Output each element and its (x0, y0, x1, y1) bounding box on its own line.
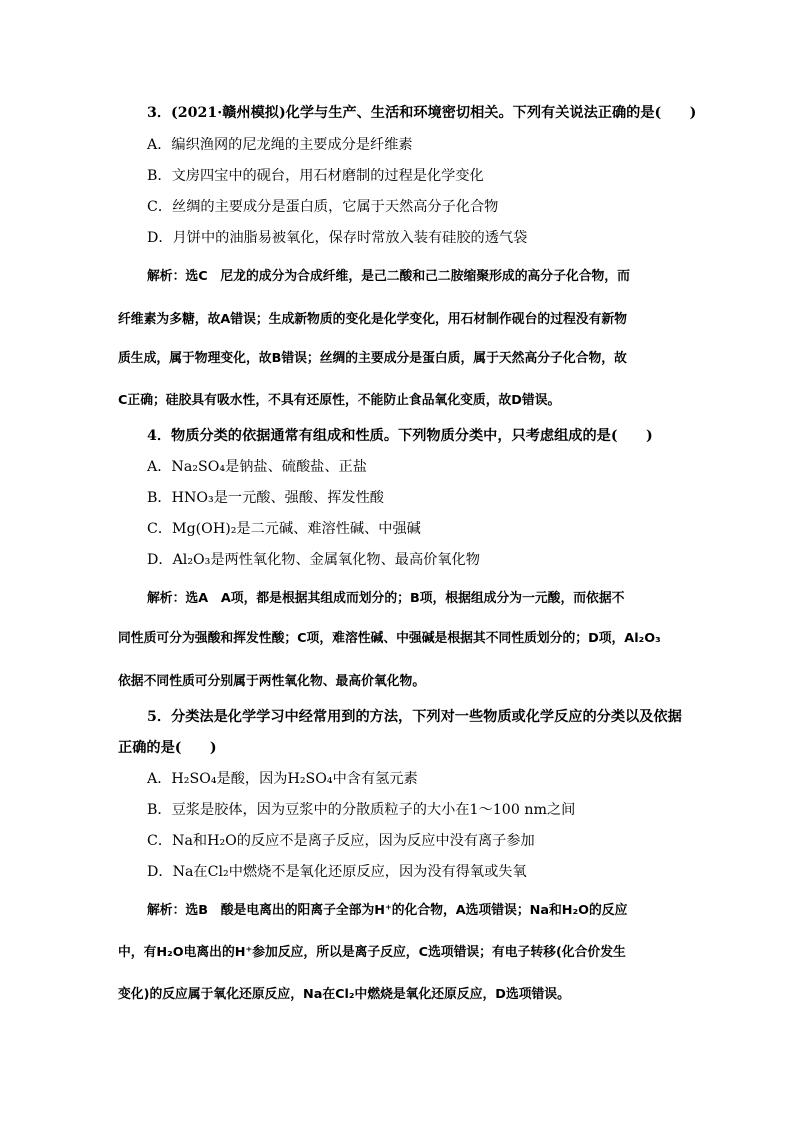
question-5-analysis-line-2: 中，有H₂O电离出的H⁺参加反应，所以是离子反应，C选项错误；有电子转移(化合价发生 (118, 945, 626, 960)
question-3-analysis-line-2: 纤维素为多糖，故A错误；生成新物质的变化是化学变化，用石材制作砚台的过程没有新物 (118, 312, 627, 327)
question-3-analysis-line-4: C正确；硅胶具有吸水性，不具有还原性，不能防止食品氧化变质，故D错误。 (118, 393, 561, 408)
question-5-option-d: D．Na在Cl₂中燃烧不是氧化还原反应，因为没有得氧或失氧 (147, 864, 527, 880)
question-3-option-d: D．月饼中的油脂易被氧化，保存时常放入装有硅胶的透气袋 (147, 230, 528, 246)
question-5-stem-line-1: 5．分类法是化学学习中经常用到的方法，下列对一些物质或化学反应的分类以及依据 (147, 709, 682, 725)
question-4-option-c: C．Mg(OH)₂是二元碱、难溶性碱、中强碱 (147, 521, 421, 537)
question-4-analysis-line-3: 依据不同性质可分别属于两性氧化物、最高价氧化物。 (118, 674, 426, 689)
question-5-option-b: B．豆浆是胶体，因为豆浆中的分散质粒子的大小在1～100 nm之间 (147, 802, 576, 818)
question-4-option-a: A．Na₂SO₄是钠盐、硫酸盐、正盐 (147, 459, 367, 475)
question-5-analysis-line-1: 解析：选B 酸是电离出的阳离子全部为H⁺的化合物，A选项错误；Na和H₂O的反应 (147, 903, 628, 918)
question-3-stem: 3．(2021·赣州模拟)化学与生产、生活和环境密切相关。下列有关说法正确的是( ) (147, 105, 697, 121)
question-3-option-b: B．文房四宝中的砚台，用石材磨制的过程是化学变化 (147, 168, 484, 184)
question-3-analysis-line-3: 质生成，属于物理变化，故B错误；丝绸的主要成分是蛋白质，属于天然高分子化合物，故 (118, 351, 627, 366)
question-4-option-d: D．Al₂O₃是两性氧化物、金属氧化物、最高价氧化物 (147, 552, 480, 568)
question-4-analysis-line-1: 解析：选A A项，都是根据其组成而划分的；B项，根据组成分为一元酸，而依据不 (147, 591, 625, 606)
question-3-option-a: A．编织渔网的尼龙绳的主要成分是纤维素 (147, 137, 413, 153)
question-3-analysis-line-1: 解析：选C 尼龙的成分为合成纤维，是己二酸和己二胺缩聚形成的高分子化合物，而 (147, 269, 630, 284)
question-5-option-c: C．Na和H₂O的反应不是离子反应，因为反应中没有离子参加 (147, 833, 535, 849)
question-4-analysis-line-2: 同性质可分为强酸和挥发性酸；C项，难溶性碱、中强碱是根据其不同性质划分的；D项，Al₂O₃ (118, 631, 661, 646)
question-5-analysis-line-3: 变化)的反应属于氧化还原反应，Na在Cl₂中燃烧是氧化还原反应，D选项错误。 (118, 987, 570, 1002)
question-5-option-a: A．H₂SO₄是酸，因为H₂SO₄中含有氢元素 (147, 771, 418, 787)
question-5-stem-line-2: 正确的是( ) (118, 740, 217, 756)
question-4-option-b: B．HNO₃是一元酸、强酸、挥发性酸 (147, 490, 384, 506)
question-4-stem: 4．物质分类的依据通常有组成和性质。下列物质分类中，只考虑组成的是( ) (147, 428, 653, 444)
question-3-option-c: C．丝绸的主要成分是蛋白质，它属于天然高分子化合物 (147, 199, 499, 215)
